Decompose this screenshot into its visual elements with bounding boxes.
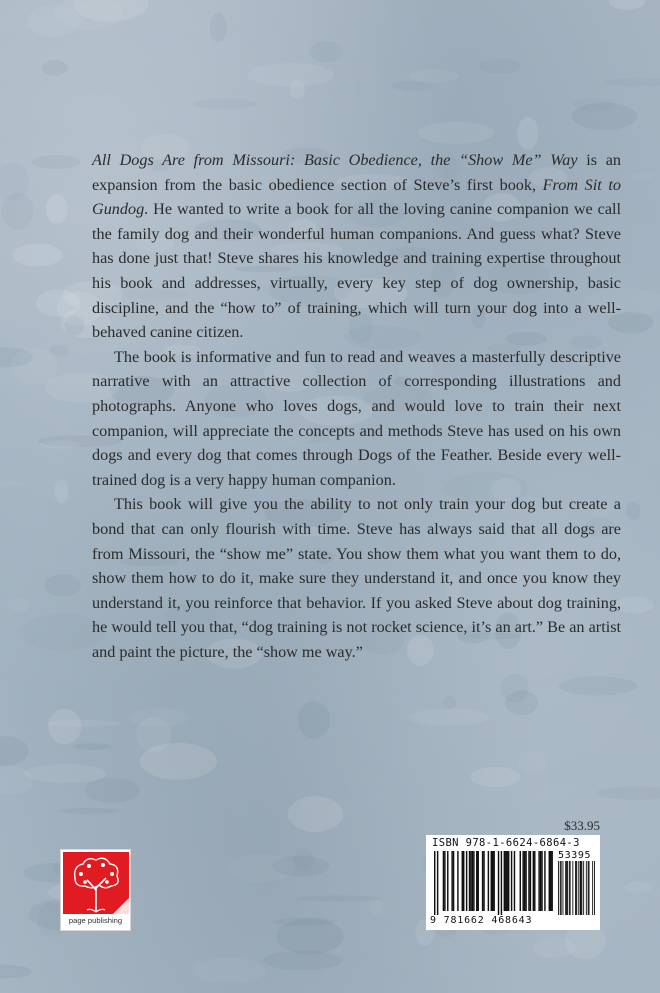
price-label: $33.95 xyxy=(564,818,600,833)
isbn-label: ISBN 978-1-6624-6864-3 xyxy=(432,837,580,849)
barcode-digits: 9 781662 468643 xyxy=(430,915,533,926)
first-book-title: From Sit to Gundog xyxy=(92,175,621,219)
blurb-text xyxy=(92,148,621,664)
publisher-logo xyxy=(60,849,131,931)
blurb-text-segment: . He wanted to write a book for all the loving canine companion we call the family dog and their wonderful human companions. And guess what? Steve has done just that! Steve shares his knowledge and training expertise throughout his book and addresses, virtually, every key step of dog ownership, basic discipline, and the “how to” of training, which will turn your dog into a well-behaved canine citizen. xyxy=(92,200,621,342)
tree-with-people-icon xyxy=(63,852,129,914)
price-code: 53395 xyxy=(558,850,592,861)
logo-emblem xyxy=(63,852,129,914)
blurb-paragraph-3: This book will give you the ability to not only train your dog but create a bond that can only flourish with time. Steve has always said that all dogs are from Missouri, the “show me” state. You show them what you want them to do, show them how to do it, make sure they understand it, and once you know they understand it, you reinforce that behavior. If you asked Steve about dog training, he would tell you that, “dog training is not rocket science, it’s an art.” Be an artist and paint the picture, the “show me way.” xyxy=(92,495,621,661)
book-title: All Dogs Are from Missouri: Basic Obedience, the “Show Me” Way xyxy=(92,151,578,169)
publisher-name: page publishing xyxy=(68,916,123,925)
blurb-paragraph-1 xyxy=(92,148,621,345)
blurb-text-segment: is an expansion from the basic obedience section of Steve’s first book, xyxy=(92,151,621,194)
blurb-paragraph-2: The book is informative and fun to read and weaves a masterfully descriptive narrative with an attractive collection of corresponding illustrations and photographs. Anyone who loves dogs, and would love to train their next companion, will appreciate the concepts and methods Steve has used on his own dogs and every dog that comes through Dogs of the Feather. Beside every well-trained dog is a very happy human companion. xyxy=(92,347,621,489)
isbn-barcode xyxy=(426,835,600,930)
barcode-bars xyxy=(432,851,596,915)
